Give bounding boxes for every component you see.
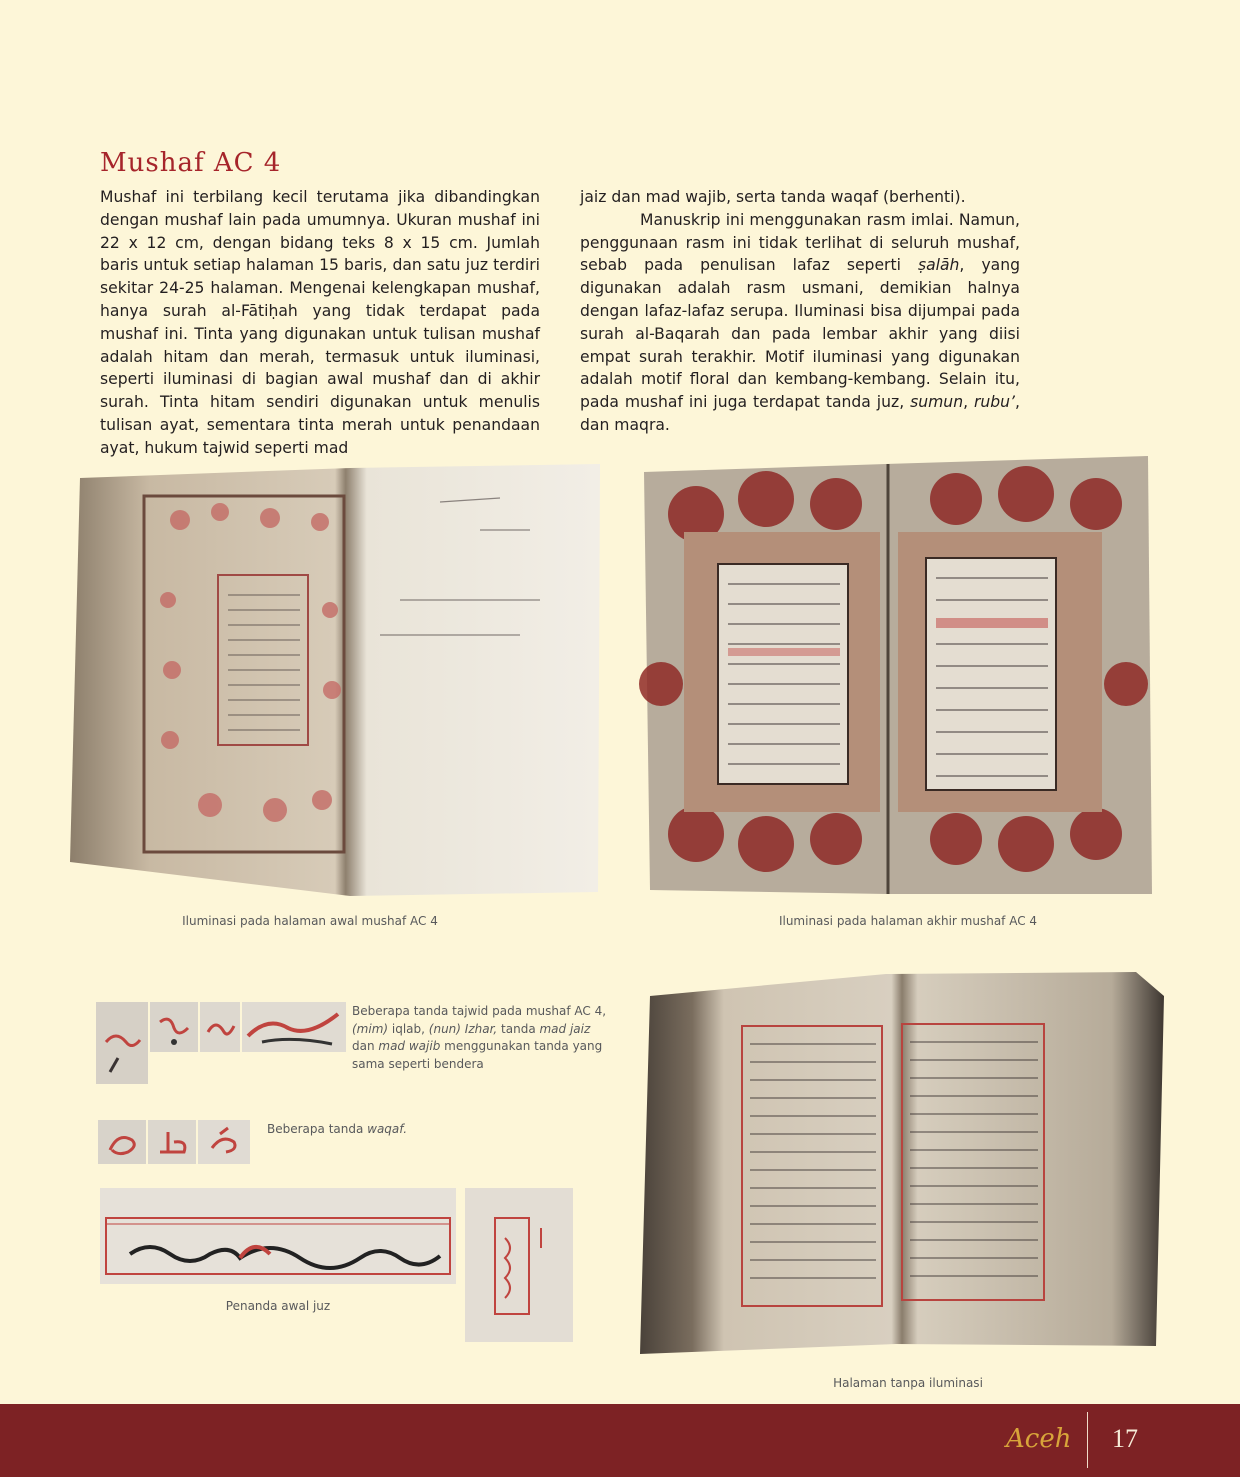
caption-tajwid: Beberapa tanda tajwid pada mushaf AC 4, (mim) iqlab, (nun) Izhar, tanda mad jaiz dan mad wajib menggunakan tanda yang sama seperti bendera	[352, 1004, 607, 1071]
tajwid-sign-crop-izhar	[200, 1002, 240, 1052]
caption-waqaf: Beberapa tanda waqaf.	[267, 1122, 408, 1136]
juz-marker-line-crop	[100, 1188, 456, 1284]
juz-marker-margin-crop	[465, 1188, 573, 1342]
caption-last-page: Iluminasi pada halaman akhir mushaf AC 4	[778, 914, 1038, 928]
body-paragraph: jaiz dan mad wajib, serta tanda waqaf (berhenti).	[580, 188, 966, 206]
page-number: 17	[1112, 1424, 1138, 1453]
waqaf-sign-crop-1	[98, 1120, 146, 1164]
waqaf-sign-crop-2	[148, 1120, 196, 1164]
footer-divider	[1087, 1412, 1088, 1468]
manuscript-last-page-photo	[636, 454, 1156, 898]
body-left-column	[100, 186, 540, 460]
footer-brand: Aceh	[1006, 1424, 1072, 1454]
tajwid-sign-crop-mad	[242, 1002, 346, 1052]
body-right-column	[580, 186, 1020, 437]
caption-first-page: Iluminasi pada halaman awal mushaf AC 4	[182, 914, 438, 928]
tajwid-sign-crop-iqlab	[150, 1002, 198, 1052]
section-title: Mushaf AC 4	[100, 148, 282, 178]
tajwid-sign-crop-mim	[96, 1002, 148, 1084]
waqaf-sign-crop-3	[198, 1120, 250, 1164]
caption-juz: Penanda awal juz	[225, 1299, 331, 1313]
body-paragraph: Manuskrip ini menggunakan rasm imlai. Namun, penggunaan rasm ini tidak terlihat di seluruh mushaf, sebab pada penulisan lafaz seperti ṣalāh, yang digunakan adalah rasm usmani, demikian halnya dengan lafaz-lafaz serupa. Iluminasi bisa dijumpai pada surah al-Baqarah dan pada lembar akhir yang diisi empat surah terakhir. Motif iluminasi yang digunakan adalah motif floral dan kembang-kembang. Selain itu, pada mushaf ini juga terdapat tanda juz, sumun, rubu’, dan maqra.	[580, 210, 1021, 434]
manuscript-plain-page-photo	[636, 966, 1168, 1358]
body-paragraph: Mushaf ini terbilang kecil terutama jika dibandingkan dengan mushaf lain pada umumnya. Ukuran mushaf ini 22 x 12 cm, dengan bidang teks 8 x 15 cm. Jumlah baris untuk setiap halaman 15 baris, dan satu juz terdiri sekitar 24-25 halaman. Mengenai kelengkapan mushaf, hanya surah al-Fātiḥah yang tidak terdapat pada mushaf ini. Tinta yang digunakan untuk tulisan mushaf adalah hitam dan merah, termasuk untuk iluminasi, seperti iluminasi di bagian awal mushaf dan di akhir surah. Tinta hitam sendiri digunakan untuk menulis tulisan ayat, sementara tinta merah untuk penandaan ayat, hukum tajwid seperti mad	[100, 188, 540, 457]
caption-no-illumination: Halaman tanpa iluminasi	[833, 1376, 983, 1390]
manuscript-first-page-photo	[60, 460, 602, 898]
